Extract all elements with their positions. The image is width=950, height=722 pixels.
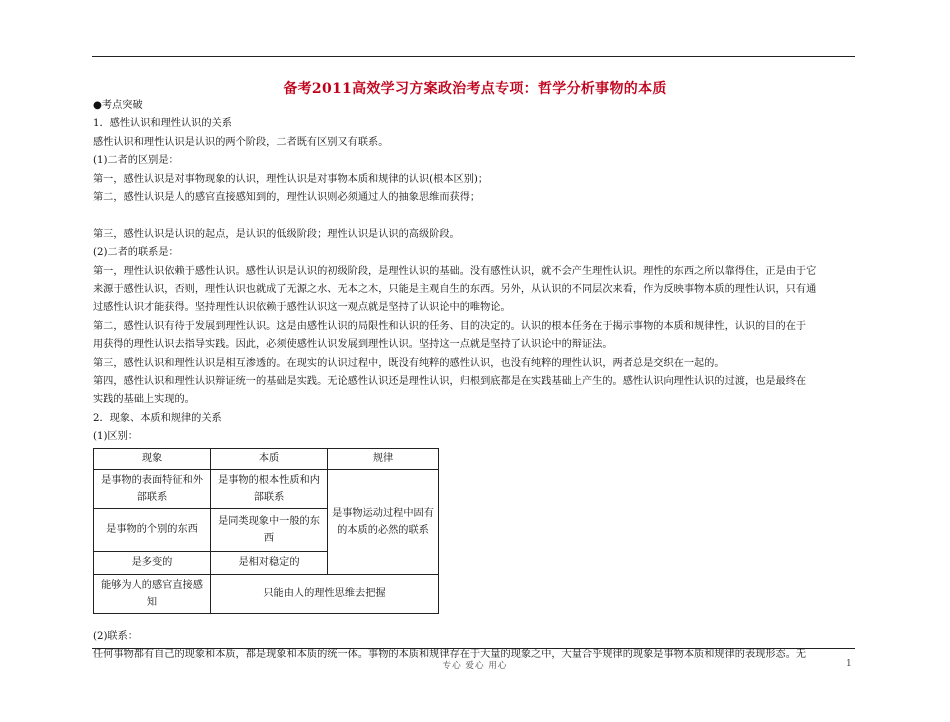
s1-link-3-line-1: 第三，感性认识和理性认识是相互渗透的。在现实的认识过程中，既没有纯粹的感性认识，也没有纯粹的理性认识，两者总是交织在一起的。: [93, 357, 725, 369]
s2-heading: 2．现象、本质和规律的关系: [93, 412, 222, 424]
table-spacer: [93, 614, 857, 628]
s2-diff-head: (1)区别：: [93, 431, 138, 443]
table-header-cell: 规律: [328, 448, 439, 469]
table-cell: 是同类现象中一般的东西: [211, 508, 328, 551]
footer-motto: 专心 爱心 用心: [442, 661, 508, 671]
s1-intro: 感性认识和理性认识是认识的两个阶段，二者既有区别又有联系。: [93, 136, 389, 148]
blank-line: [93, 207, 857, 225]
table-row: [94, 574, 439, 613]
s1-link-4-line-1: 第四，感性认识和理性认识辩证统一的基础是实践。无论感性认识还是理性认识，归根到底都是在实践基础上产生的。感性认识向理性认识的过渡，也是最终在: [93, 376, 807, 388]
s1-link-head: (2)二者的联系是：: [93, 247, 179, 259]
comparison-table: [93, 448, 439, 614]
table-cell: 是相对稳定的: [211, 551, 328, 574]
table-cell: 只能由人的理性思维去把握: [211, 574, 439, 613]
document-title: 备考2011高效学习方案政治考点专项：哲学分析事物的本质: [283, 81, 667, 97]
table-cell: 是事物的表面特征和外部联系: [94, 469, 211, 508]
s1-diff-3: 第三，感性认识是认识的起点，是认识的低级阶段；理性认识是认识的高级阶段。: [93, 228, 460, 240]
s1-link-1-line-2: 来源于感性认识，否则，理性认识也就成了无源之水、无本之木，只能是主观自生的东西。另外，从认识的不同层次来看，作为反映事物本质的理性认识，只有通: [93, 284, 817, 296]
s2-link-head: (2)联系：: [93, 630, 138, 642]
table-header-cell: 现象: [94, 448, 211, 469]
s2-link-line-1: 任何事物都有自己的现象和本质，都是现象和本质的统一体。事物的本质和规律存在于大量的现象之中，大量合乎规律的现象是事物本质和规律的表现形态。无: [93, 649, 807, 661]
document-body: [93, 97, 857, 665]
s1-link-4-line-2: 实践的基础上实现的。: [93, 394, 195, 406]
table-cell: 是事物的个别的东西: [94, 508, 211, 551]
header-rule: [92, 56, 855, 57]
table-cell: 是事物的根本性质和内部联系: [211, 469, 328, 508]
s1-link-1-line-1: 第一，理性认识依赖于感性认识。感性认识是认识的初级阶段，是理性认识的基础。没有感性认识，就不会产生理性认识。理性的东西之所以靠得住，正是由于它: [93, 265, 817, 277]
page-number: 1: [846, 659, 852, 669]
table-header-row: [94, 448, 439, 469]
s1-heading: 1．感性认识和理性认识的关系: [93, 118, 232, 130]
s1-diff-head: (1)二者的区别是：: [93, 155, 179, 167]
footer-rule: [92, 648, 855, 649]
table-cell: 能够为人的感官直接感知: [94, 574, 211, 613]
s1-diff-2: 第二，感性认识是人的感官直接感知到的，理性认识则必须通过人的抽象思维而获得；: [93, 192, 481, 204]
s1-diff-1: 第一，感性认识是对事物现象的认识，理性认识是对事物本质和规律的认识(根本区别)；: [93, 173, 489, 185]
table-row: [94, 469, 439, 508]
table-cell-law: 是事物运动过程中固有的本质的必然的联系: [328, 469, 439, 574]
s1-link-2-line-2: 用获得的理性认识去指导实践。因此，必须使感性认识发展到理性认识。坚持这一点就是坚持了认识论中的辩证法。: [93, 339, 613, 351]
section-head: ●考点突破: [93, 100, 143, 111]
s1-link-1-line-3: 过感性认识才能获得。坚持理性认识依赖于感性认识这一观点就是坚持了认识论中的唯物论。: [93, 302, 511, 314]
s1-link-2-line-1: 第二，感性认识有待于发展到理性认识。这是由感性认识的局限性和认识的任务、目的决定的。认识的根本任务在于揭示事物的本质和规律性，认识的目的在于: [93, 320, 807, 332]
table-header-cell: 本质: [211, 448, 328, 469]
table-cell: 是多变的: [94, 551, 211, 574]
